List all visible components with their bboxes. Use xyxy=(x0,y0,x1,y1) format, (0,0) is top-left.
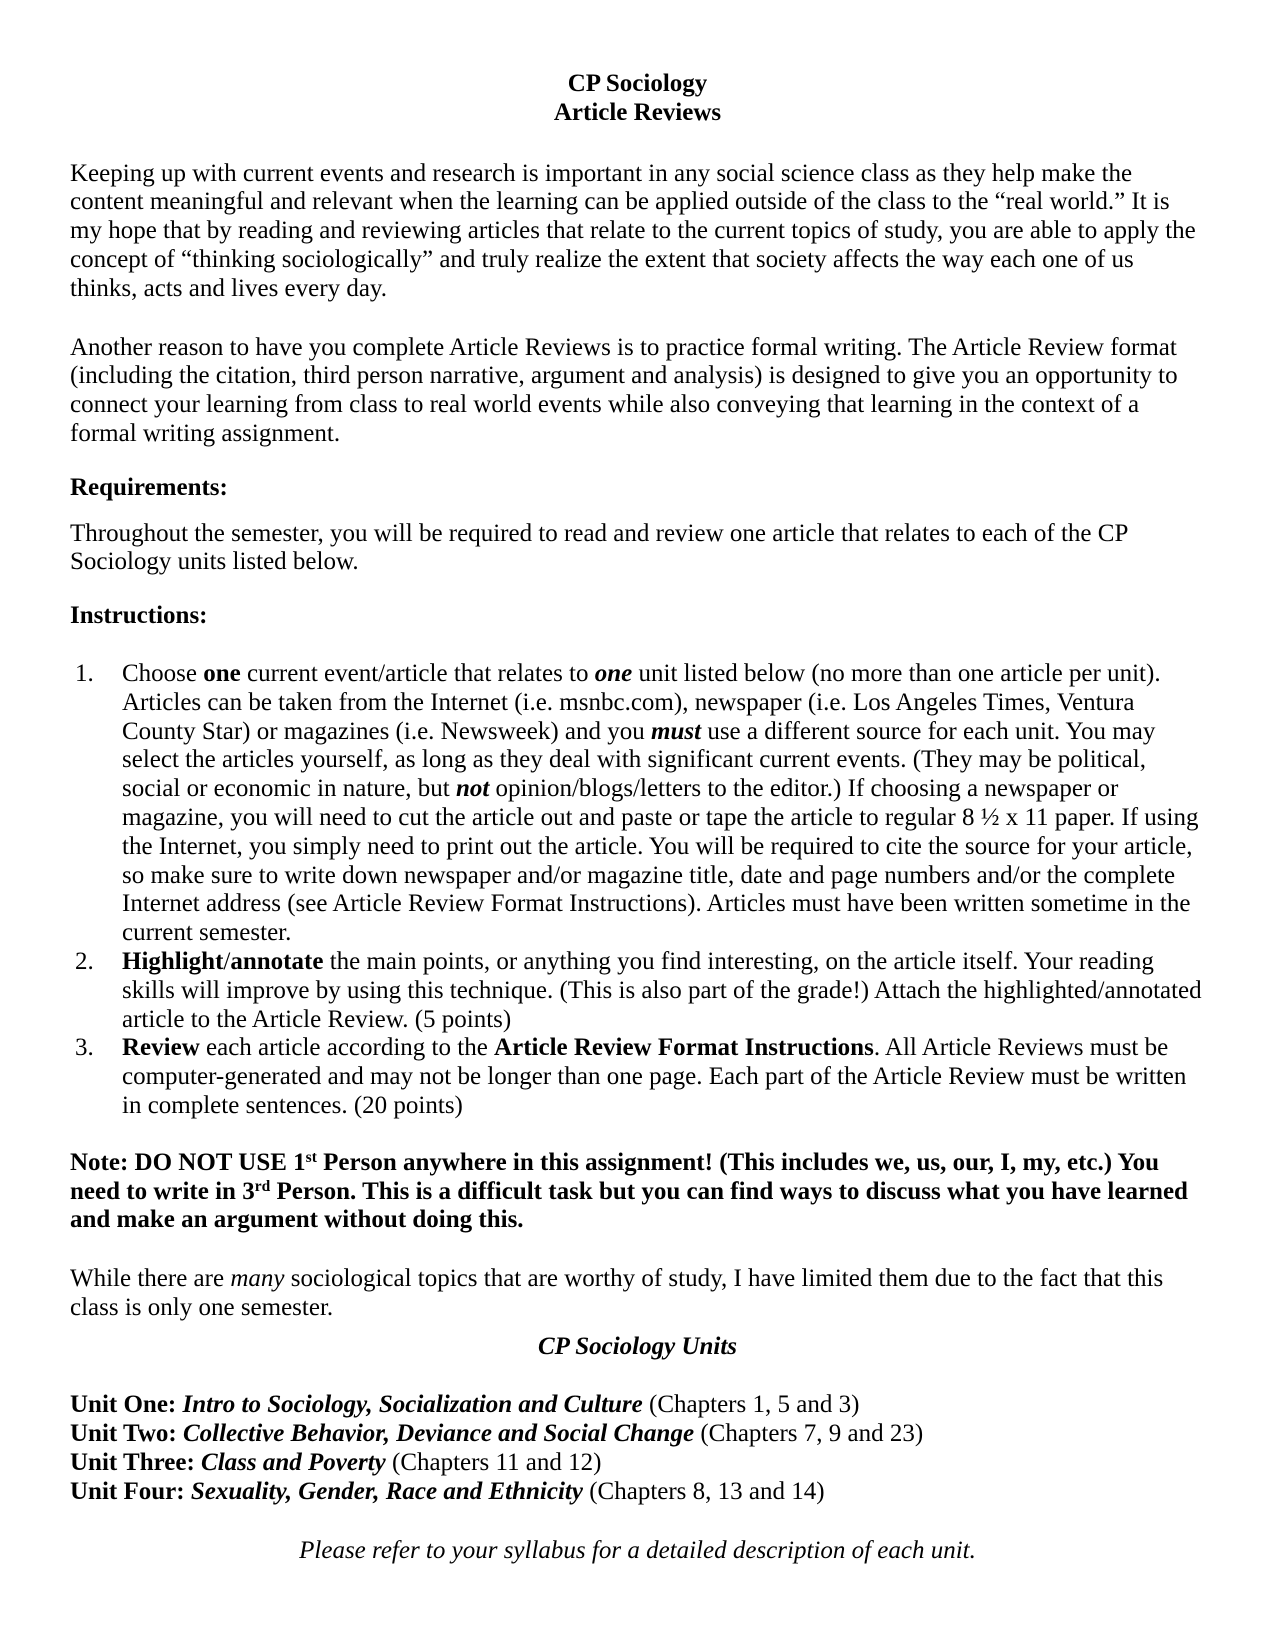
requirements-paragraph: Throughout the semester, you will be required to read and review one article that relates to each of the CP Sociology units listed below. xyxy=(70,519,1128,576)
limit-paragraph: While there are many sociological topics that are worthy of study, I have limited them due to the fact that this class is only one semester. xyxy=(70,1265,1164,1321)
syllabus-note: Please refer to your syllabus for a detailed description of each unit. xyxy=(299,1536,976,1564)
instruction-item-2-text: Highlight/annotate the main points, or anything you find interesting, on the article itself. Your reading skills will improve by using this technique. (This is also part of the grade!) Attach the highlighted/annotated article to the Article Review. (5 points) xyxy=(122,947,1202,1033)
instruction-item-1 xyxy=(70,660,1205,948)
instruction-item-1-number: 1. xyxy=(75,659,94,687)
doc-title-line-1: CP Sociology xyxy=(567,70,708,97)
doc-title xyxy=(70,70,1205,128)
unit-two-line: Unit Two: Collective Behavior, Deviance and Social Change (Chapters 7, 9 and 23) xyxy=(70,1420,924,1448)
instruction-item-1-text: Choose one current event/article that relates to one unit listed below (no more than one article per unit). Articles can be taken from the Internet (i.e. msnbc.com), newspaper (i.e. Los Angeles Times, Ventura County Star) or magazines (i.e. Newsweek) and you must use a different source for each unit. You may select the articles yourself, as long as they deal with significant current events. (They may be political, social or economic in nature, but not opinion/blogs/letters to the editor.) If choosing a newspaper or magazine, you will need to cut the article out and paste or tape the article to regular 8 ½ x 11 paper. If using the Internet, you simply need to print out the article. You will be required to cite the source for your article, so make sure to write down newspaper and/or magazine title, date and page numbers and/or the complete Internet address (see Article Review Format Instructions). Articles must have been written sometime in the current semester. xyxy=(122,659,1199,947)
instruction-item-3-text: Review each article according to the Article Review Format Instructions. All Article Reviews must be computer-generated and may not be longer than one page. Each part of the Article Review must be written in complete sentences. (20 points) xyxy=(122,1034,1187,1119)
instructions-heading: Instructions: xyxy=(70,602,208,630)
units-heading: CP Sociology Units xyxy=(537,1332,738,1360)
unit-one-line: Unit One: Intro to Sociology, Socialization and Culture (Chapters 1, 5 and 3) xyxy=(70,1391,860,1419)
intro-paragraph-2: Another reason to have you complete Article Reviews is to practice formal writing. The Article Review format (including the citation, third person narrative, argument and analysis) is designed to give you an opportunity to connect your learning from class to real world events while also conveying that learning in the context of a formal writing assignment. xyxy=(70,333,1178,447)
doc-title-line-2: Article Reviews xyxy=(553,98,722,126)
instruction-item-3 xyxy=(70,1034,1205,1120)
requirements-heading: Requirements: xyxy=(70,473,228,501)
instruction-item-2 xyxy=(70,948,1205,1034)
instruction-item-3-number: 3. xyxy=(75,1034,94,1062)
unit-four-line: Unit Four: Sexuality, Gender, Race and Ethnicity (Chapters 8, 13 and 14) xyxy=(70,1477,825,1505)
intro-paragraph-1: Keeping up with current events and research is important in any social science class as they help make the content meaningful and relevant when the learning can be applied outside of the class to the “real world.” It is my hope that by reading and reviewing articles that relate to the current topics of study, you are able to apply the concept of “thinking sociologically” and truly realize the extent that society affects the way each one of us thinks, acts and lives every day. xyxy=(70,159,1196,302)
note-paragraph: Note: DO NOT USE 1st Person anywhere in this assignment! (This includes we, us, our, I, my, etc.) You need to write in 3rd Person. This is a difficult task but you can find ways to discuss what you have learned and make an argument without doing this. xyxy=(70,1148,1188,1234)
instructions-list xyxy=(70,660,1205,1121)
units-list xyxy=(70,1391,1205,1506)
unit-three-line: Unit Three: Class and Poverty (Chapters 11 and 12) xyxy=(70,1449,602,1477)
instruction-item-2-number: 2. xyxy=(75,947,94,975)
